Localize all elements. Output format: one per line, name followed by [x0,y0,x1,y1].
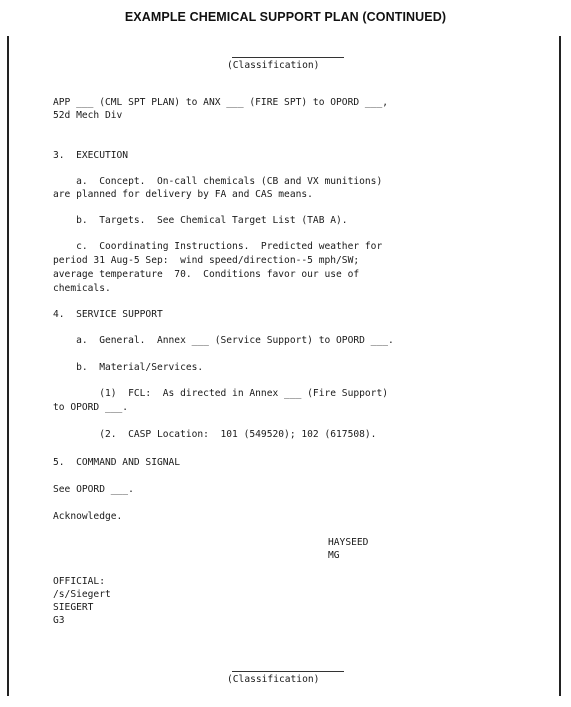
classification-top: (Classification) [227,60,320,71]
para-4b1-line-1: (1) FCL: As directed in Annex ___ (Fire Support) [53,388,389,399]
section-5-heading: 5. COMMAND AND SIGNAL [53,457,181,468]
para-3c-line-3: average temperature 70. Conditions favor our use of [53,269,360,280]
para-3c-line-2: period 31 Aug-5 Sep: wind speed/direction--5 mph/SW; [53,255,360,266]
para-3c-line-4: chemicals. [53,283,111,294]
para-3c-line-1: c. Coordinating Instructions. Predicted weather for [53,241,383,252]
para-4a: a. General. Annex ___ (Service Support) to OPORD ___. [53,335,394,346]
official-signature: /s/Siegert [53,589,111,600]
para-3b: b. Targets. See Chemical Target List (TAB A). [53,215,348,226]
para-3a-line-1: a. Concept. On-call chemicals (CB and VX munitions) [53,176,383,187]
section-3-heading: 3. EXECUTION [53,150,129,161]
classification-bottom: (Classification) [227,674,320,685]
para-4b: b. Material/Services. [53,362,204,373]
signer-rank: MG [328,550,340,561]
header-line-1: APP ___ (CML SPT PLAN) to ANX ___ (FIRE SPT) to OPORD ___, [53,97,389,108]
right-margin-rule [559,36,561,696]
para-4b1-line-2: to OPORD ___. [53,402,129,413]
classification-bottom-rule [232,671,344,672]
page-title: EXAMPLE CHEMICAL SUPPORT PLAN (CONTINUED) [124,10,447,24]
acknowledge: Acknowledge. [53,511,123,522]
see-opord: See OPORD ___. [53,484,134,495]
official-title: G3 [53,615,65,626]
official-name: SIEGERT [53,602,94,613]
signer-name: HAYSEED [328,537,369,548]
official-label: OFFICIAL: [53,576,105,587]
para-4b2: (2. CASP Location: 101 (549520); 102 (617508). [53,429,377,440]
section-4-heading: 4. SERVICE SUPPORT [53,309,163,320]
header-line-2: 52d Mech Div [53,110,123,121]
classification-top-rule [232,57,344,58]
para-3a-line-2: are planned for delivery by FA and CAS means. [53,189,313,200]
left-margin-rule [7,36,9,696]
